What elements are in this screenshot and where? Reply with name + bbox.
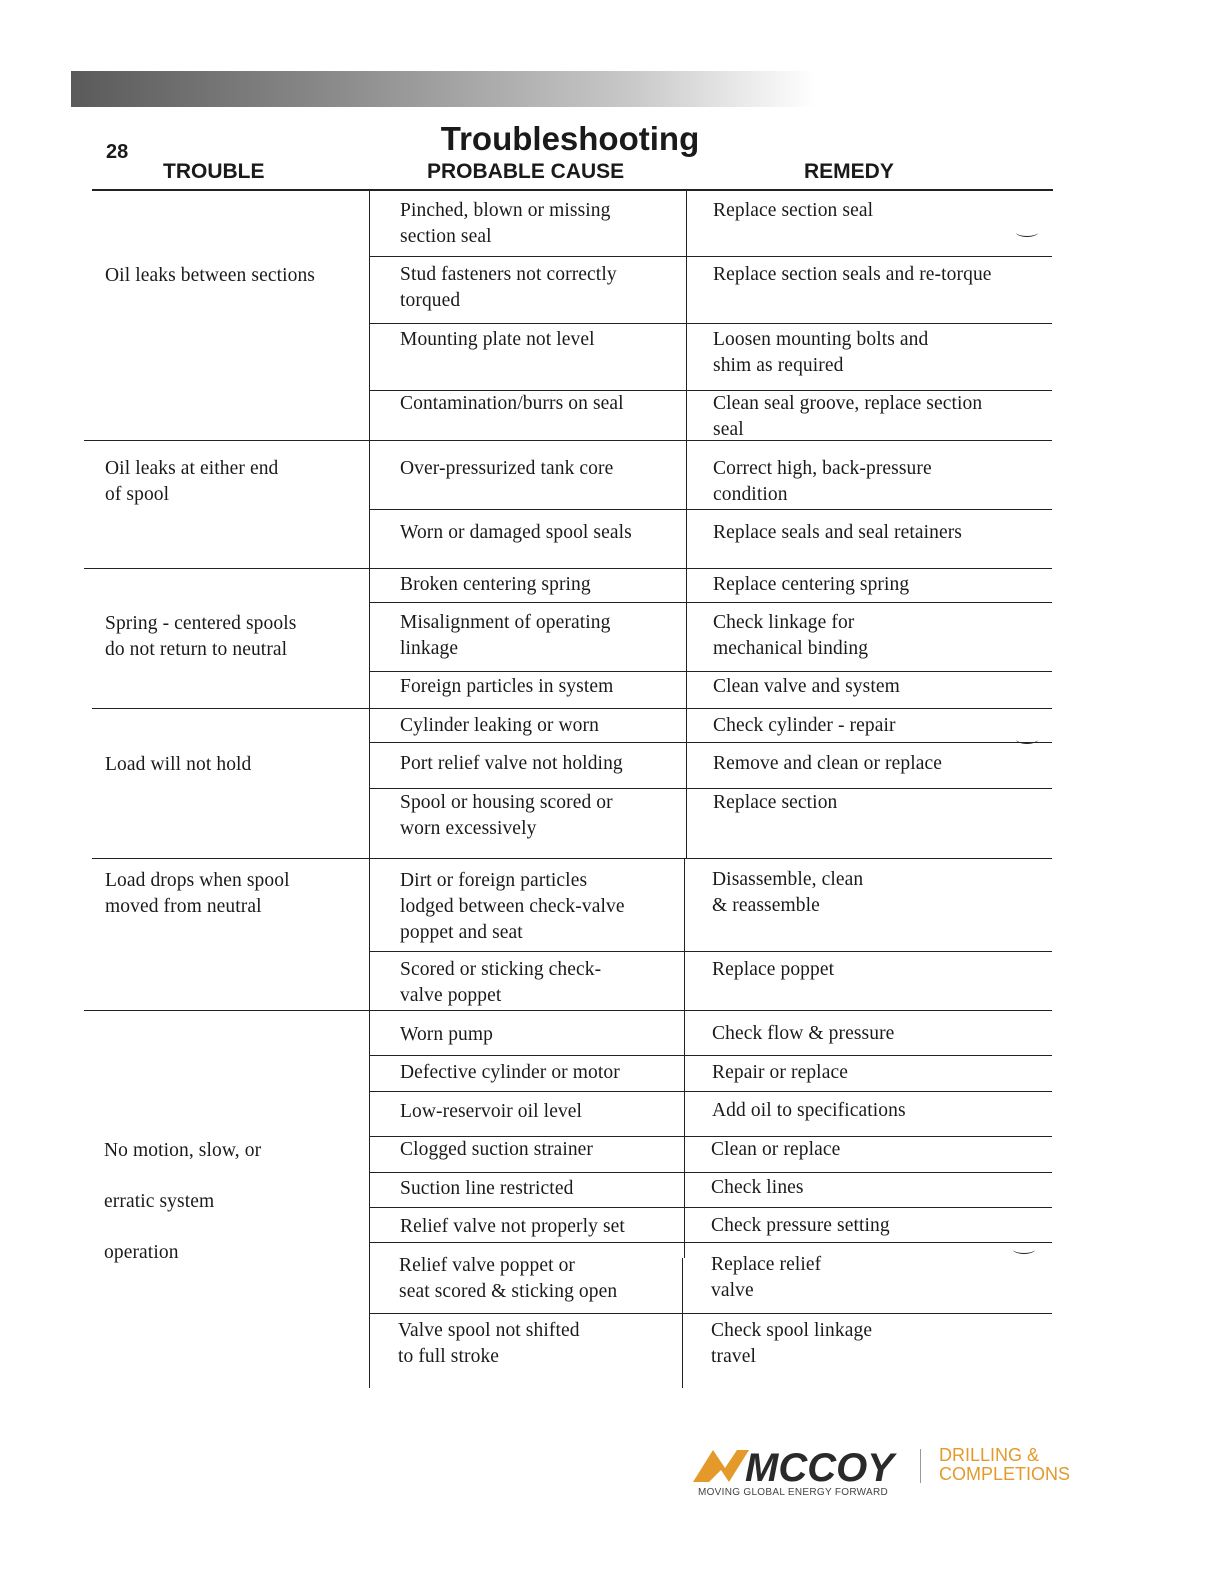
row-divider: [370, 1242, 1052, 1243]
margin-mark: [1013, 1245, 1035, 1254]
svg-text:MCCOY: MCCOY: [745, 1446, 894, 1486]
column-divider-right: [682, 1258, 683, 1388]
row-divider: [370, 671, 1052, 672]
remedy-cell: Check lines: [711, 1177, 804, 1198]
trouble-cell: Spring - centered spools do not return to neutral: [105, 613, 297, 660]
cause-cell: Broken centering spring: [400, 574, 591, 595]
remedy-cell: Check cylinder - repair: [713, 715, 896, 736]
remedy-cell: Replace section seal: [713, 200, 874, 221]
row-divider: [370, 509, 1052, 510]
division-line-2: COMPLETIONS: [939, 1464, 1071, 1484]
row-divider: [370, 951, 1052, 952]
cause-cell: Defective cylinder or motor: [400, 1062, 620, 1083]
remedy-cell: Repair or replace: [712, 1062, 848, 1083]
group-divider: [92, 858, 1052, 859]
cause-cell: Worn or damaged spool seals: [400, 522, 632, 543]
cause-cell: Over-pressurized tank core: [400, 458, 614, 479]
margin-mark: [1016, 228, 1038, 237]
column-divider-left: [369, 191, 370, 1388]
cause-cell: Stud fasteners not correctly torqued: [400, 264, 617, 311]
remedy-cell: Check flow & pressure: [712, 1023, 895, 1044]
trouble-cell: No motion, slow, or erratic system operation: [104, 1140, 262, 1263]
remedy-cell: Disassemble, clean & reassemble: [712, 869, 864, 916]
remedy-cell: Add oil to specifications: [712, 1100, 906, 1121]
remedy-cell: Replace centering spring: [713, 574, 910, 595]
page-title: Troubleshooting: [440, 120, 700, 157]
cause-cell: Suction line restricted: [400, 1178, 574, 1199]
cause-cell: Worn pump: [400, 1024, 494, 1045]
cause-cell: Relief valve not properly set: [400, 1216, 625, 1237]
group-divider: [84, 1010, 1052, 1011]
remedy-cell: Remove and clean or replace: [713, 753, 942, 774]
trouble-cell: Oil leaks between sections: [105, 265, 315, 286]
header-rule: [92, 189, 1053, 191]
cause-cell: Cylinder leaking or worn: [400, 715, 599, 736]
row-divider: [370, 323, 1052, 324]
remedy-cell: Check pressure setting: [711, 1215, 890, 1236]
mccoy-logo: [693, 1446, 1073, 1502]
margin-mark: [1016, 735, 1038, 744]
trouble-cell: Load will not hold: [105, 754, 252, 775]
remedy-cell: Loosen mounting bolts and shim as required: [713, 329, 929, 376]
remedy-cell: Clean or replace: [711, 1139, 841, 1160]
page-number: 28: [106, 141, 129, 163]
cause-cell: Contamination/burrs on seal: [400, 393, 624, 414]
row-divider: [370, 1091, 1052, 1092]
column-header-remedy: REMEDY: [804, 160, 894, 183]
row-divider: [370, 1207, 1052, 1208]
logo-separator: [920, 1449, 921, 1483]
trouble-cell: Load drops when spool moved from neutral: [105, 870, 290, 917]
trouble-cell: Oil leaks at either end of spool: [105, 458, 279, 505]
cause-cell: Low-reservoir oil level: [400, 1101, 583, 1122]
cause-cell: Relief valve poppet or seat scored & sticking open: [399, 1255, 618, 1302]
group-divider: [92, 708, 1052, 709]
row-divider: [370, 256, 1052, 257]
cause-cell: Dirt or foreign particles lodged between check-valve poppet and seat: [400, 870, 625, 943]
header-gradient-bar: [71, 71, 816, 107]
remedy-cell: Replace section: [713, 792, 838, 813]
row-divider: [370, 1313, 1052, 1314]
row-divider: [370, 602, 1052, 603]
remedy-cell: Check spool linkage travel: [711, 1320, 873, 1367]
cause-cell: Port relief valve not holding: [400, 753, 623, 774]
group-divider: [84, 568, 1052, 569]
remedy-cell: Replace relief valve: [711, 1254, 822, 1301]
division-name: [939, 1446, 1070, 1484]
remedy-cell: Replace seals and seal retainers: [713, 522, 962, 543]
remedy-cell: Clean seal groove, replace section seal: [713, 393, 983, 440]
cause-cell: Spool or housing scored or worn excessively: [400, 792, 613, 839]
logo-tagline: MOVING GLOBAL ENERGY FORWARD: [697, 1487, 889, 1498]
cause-cell: Clogged suction strainer: [400, 1139, 594, 1160]
cause-cell: Scored or sticking check- valve poppet: [400, 959, 602, 1006]
cause-cell: Misalignment of operating linkage: [400, 612, 611, 659]
remedy-cell: Clean valve and system: [713, 676, 900, 697]
cause-cell: Mounting plate not level: [400, 329, 595, 350]
remedy-cell: Check linkage for mechanical binding: [713, 612, 869, 659]
column-divider-right: [686, 191, 687, 858]
cause-cell: Foreign particles in system: [400, 676, 614, 697]
remedy-cell: Replace section seals and re-torque: [713, 264, 992, 285]
row-divider: [370, 742, 1052, 743]
column-header-probable-cause: PROBABLE CAUSE: [427, 160, 625, 183]
mccoy-wordmark: [693, 1446, 903, 1486]
row-divider: [370, 788, 1052, 789]
remedy-cell: Replace poppet: [712, 959, 835, 980]
division-line-1: DRILLING &: [939, 1445, 1040, 1465]
cause-cell: Pinched, blown or missing section seal: [400, 200, 611, 247]
cause-cell: Valve spool not shifted to full stroke: [398, 1320, 580, 1367]
row-divider: [370, 1172, 1052, 1173]
row-divider: [370, 1055, 1052, 1056]
remedy-cell: Correct high, back-pressure condition: [713, 458, 932, 505]
column-header-trouble: TROUBLE: [163, 160, 265, 183]
column-divider-right: [684, 858, 685, 1258]
